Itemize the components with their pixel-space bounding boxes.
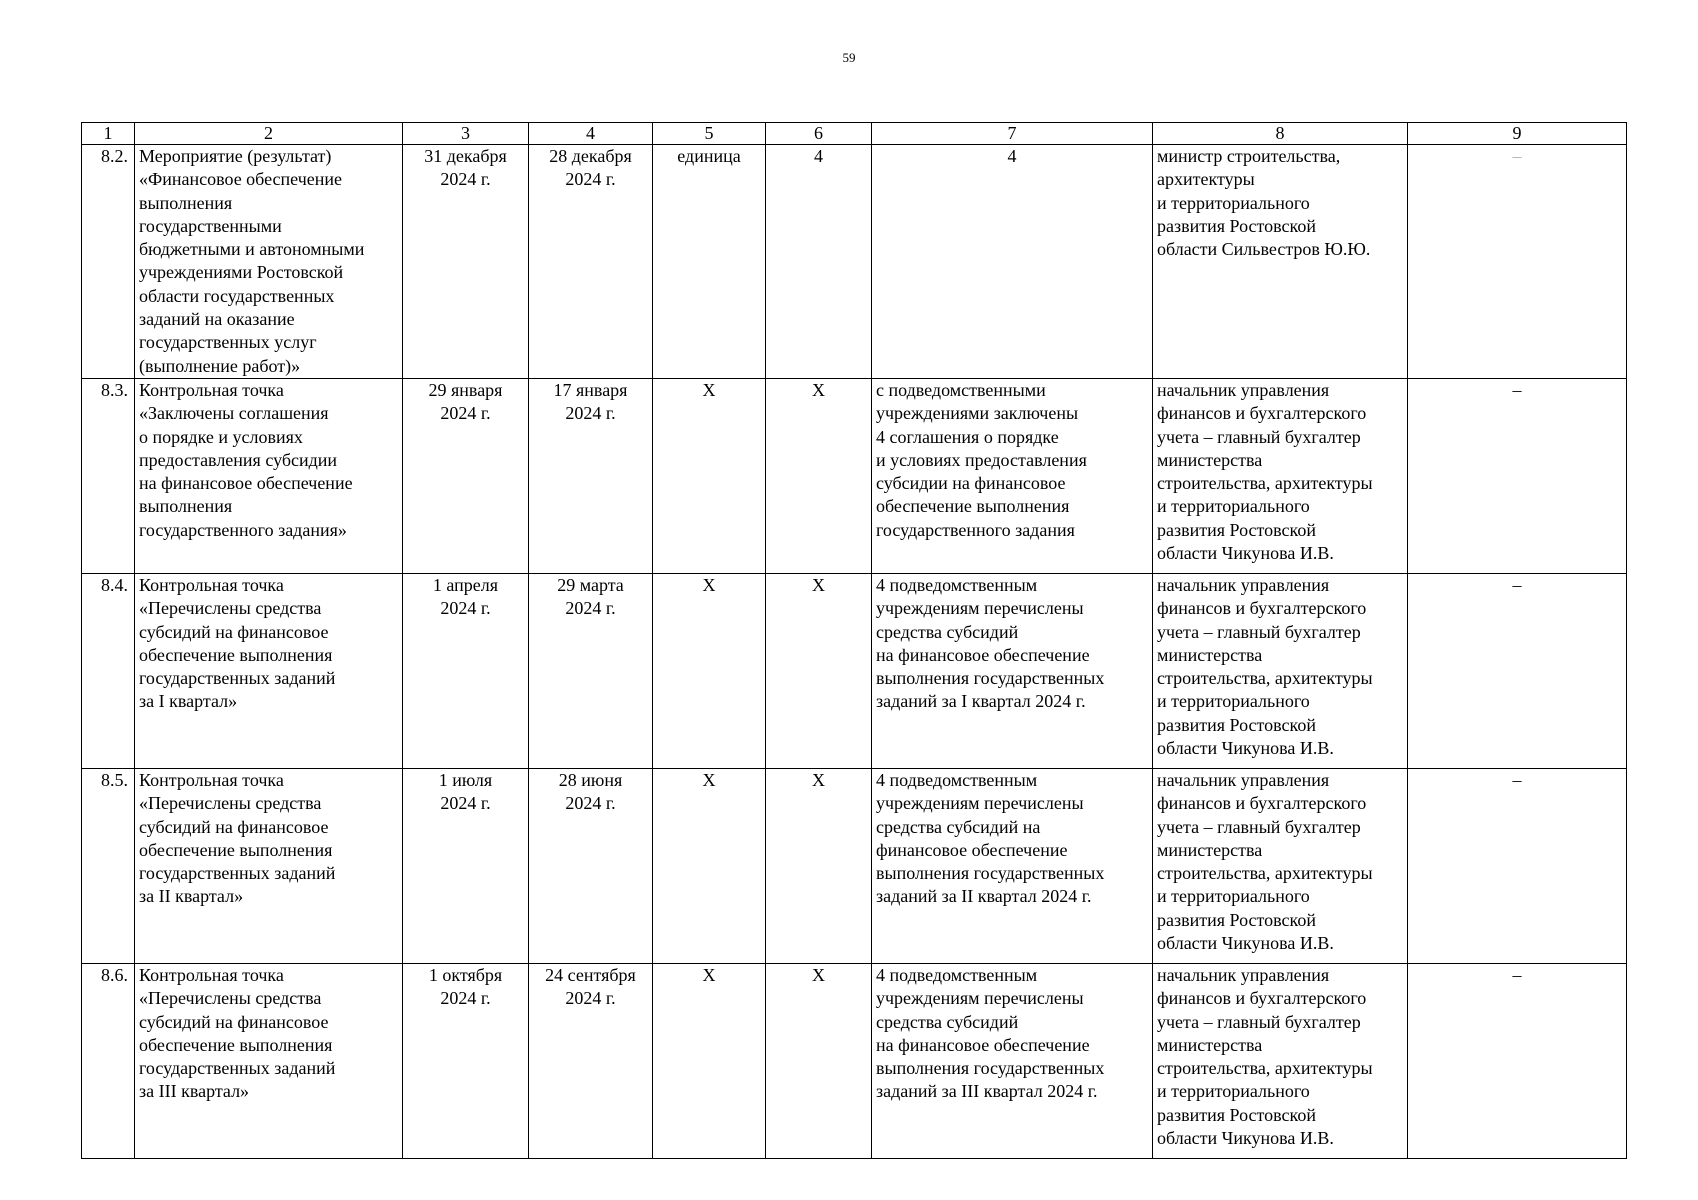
row-number: 8.5.: [82, 768, 135, 963]
table-body: [82, 145, 1627, 1159]
row-date-plan: 1 октября 2024 г.: [403, 963, 529, 1158]
row-name: Контрольная точка «Перечислены средства субсидий на финансовое обеспечение выполнения государственных заданий за II квартал»: [135, 768, 403, 963]
row-note: –: [1408, 145, 1627, 379]
row-name: Контрольная точка «Заключены соглашения о порядке и условиях предоставления субсидии на финансовое обеспечение выполнения государственного задания»: [135, 378, 403, 573]
header-col-5: 5: [653, 123, 766, 145]
row-note: –: [1408, 378, 1627, 573]
row-date-fact: 24 сентября 2024 г.: [529, 963, 653, 1158]
row-fact-value: с подведомственными учреждениями заключены 4 соглашения о порядке и условиях предоставления субсидии на финансовое обеспечение выполнения государственного задания: [872, 378, 1153, 573]
header-row: [82, 123, 1627, 145]
table-header: [82, 123, 1627, 145]
row-note: –: [1408, 768, 1627, 963]
row-unit: Х: [653, 573, 766, 768]
row-responsible: начальник управления финансов и бухгалтерского учета – главный бухгалтер министерства строительства, архитектуры и территориального развития Ростовской области Чикунова И.В.: [1153, 963, 1408, 1158]
row-fact-value: 4 подведомственным учреждениям перечислены средства субсидий на финансовое обеспечение выполнения государственных заданий за II квартал 2024 г.: [872, 768, 1153, 963]
row-name: Контрольная точка «Перечислены средства субсидий на финансовое обеспечение выполнения государственных заданий за III квартал»: [135, 963, 403, 1158]
header-col-1: 1: [82, 123, 135, 145]
row-date-fact: 17 января 2024 г.: [529, 378, 653, 573]
header-col-8: 8: [1153, 123, 1408, 145]
row-number: 8.3.: [82, 378, 135, 573]
header-col-4: 4: [529, 123, 653, 145]
row-date-fact: 28 декабря 2024 г.: [529, 145, 653, 379]
row-fact-value: 4: [872, 145, 1153, 379]
row-date-plan: 1 апреля 2024 г.: [403, 573, 529, 768]
report-table: [81, 122, 1627, 1159]
row-unit: единица: [653, 145, 766, 379]
row-plan-value: Х: [766, 963, 872, 1158]
table-row: [82, 145, 1627, 379]
row-note: –: [1408, 573, 1627, 768]
row-unit: Х: [653, 768, 766, 963]
row-fact-value: 4 подведомственным учреждениям перечислены средства субсидий на финансовое обеспечение выполнения государственных заданий за III квартал 2024 г.: [872, 963, 1153, 1158]
table-row: [82, 963, 1627, 1158]
row-number: 8.6.: [82, 963, 135, 1158]
row-plan-value: 4: [766, 145, 872, 379]
row-date-fact: 29 марта 2024 г.: [529, 573, 653, 768]
row-date-plan: 31 декабря 2024 г.: [403, 145, 529, 379]
row-responsible: министр строительства, архитектуры и территориального развития Ростовской области Сильвестров Ю.Ю.: [1153, 145, 1408, 379]
table-row: [82, 378, 1627, 573]
header-col-9: 9: [1408, 123, 1627, 145]
row-plan-value: Х: [766, 378, 872, 573]
row-responsible: начальник управления финансов и бухгалтерского учета – главный бухгалтер министерства строительства, архитектуры и территориального развития Ростовской области Чикунова И.В.: [1153, 768, 1408, 963]
row-name: Контрольная точка «Перечислены средства субсидий на финансовое обеспечение выполнения государственных заданий за I квартал»: [135, 573, 403, 768]
row-date-plan: 29 января 2024 г.: [403, 378, 529, 573]
row-number: 8.4.: [82, 573, 135, 768]
row-number: 8.2.: [82, 145, 135, 379]
row-responsible: начальник управления финансов и бухгалтерского учета – главный бухгалтер министерства строительства, архитектуры и территориального развития Ростовской области Чикунова И.В.: [1153, 573, 1408, 768]
header-col-7: 7: [872, 123, 1153, 145]
row-responsible: начальник управления финансов и бухгалтерского учета – главный бухгалтер министерства строительства, архитектуры и территориального развития Ростовской области Чикунова И.В.: [1153, 378, 1408, 573]
row-date-plan: 1 июля 2024 г.: [403, 768, 529, 963]
table-row: [82, 573, 1627, 768]
header-col-6: 6: [766, 123, 872, 145]
row-plan-value: Х: [766, 573, 872, 768]
header-col-2: 2: [135, 123, 403, 145]
row-fact-value: 4 подведомственным учреждениям перечислены средства субсидий на финансовое обеспечение выполнения государственных заданий за I квартал 2024 г.: [872, 573, 1153, 768]
row-plan-value: Х: [766, 768, 872, 963]
row-unit: Х: [653, 378, 766, 573]
page-number: 59: [842, 50, 856, 65]
row-date-fact: 28 июня 2024 г.: [529, 768, 653, 963]
row-note: –: [1408, 963, 1627, 1158]
row-name: Мероприятие (результат) «Финансовое обеспечение выполнения государственными бюджетными и автономными учреждениями Ростовской области государственных заданий на оказание государственных услуг (выполнение работ)»: [135, 145, 403, 379]
header-col-3: 3: [403, 123, 529, 145]
table-row: [82, 768, 1627, 963]
row-unit: Х: [653, 963, 766, 1158]
